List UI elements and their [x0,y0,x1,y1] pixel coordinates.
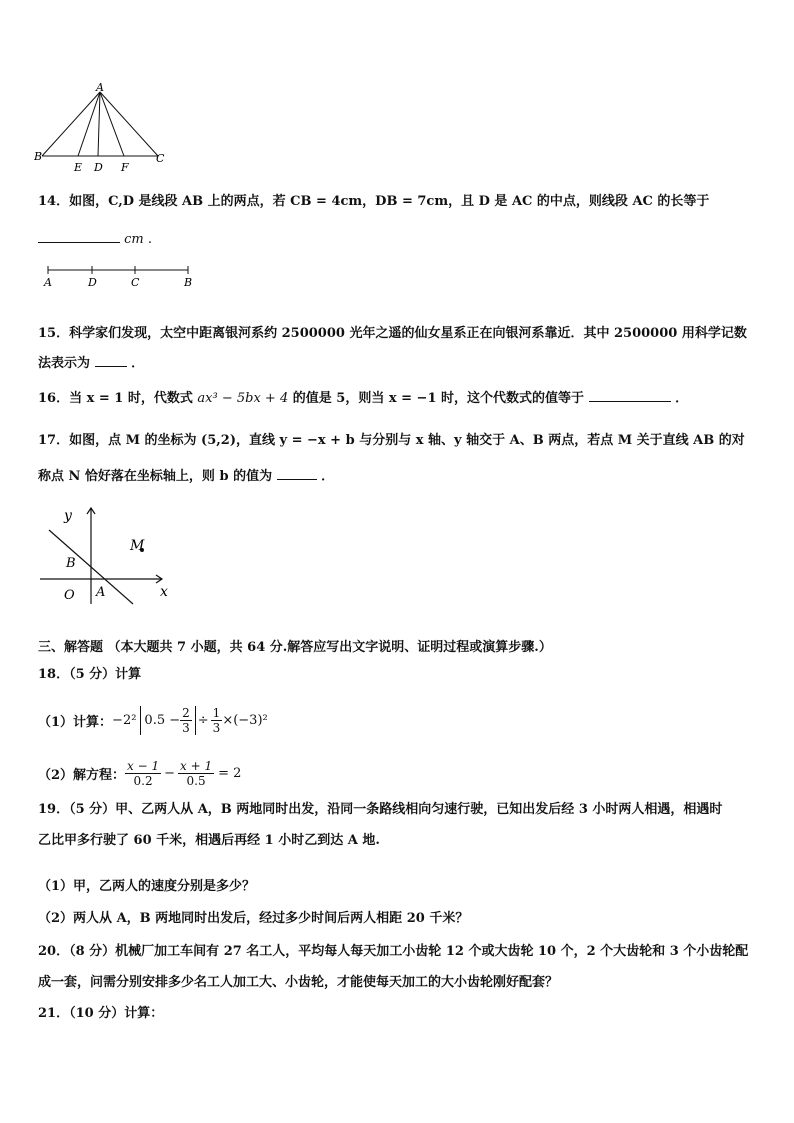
label-D: D [94,161,103,174]
point-B-label: B [66,556,76,571]
q19-sub2: （2）两人从 A，B 两地同时出发后，经过多少时间后两人相距 20 千米？ [38,911,469,926]
section3-title: 三、解答题 （本大题共 7 小题，共 64 分.解答应写出文字说明、证明过程或演算步骤.） [38,640,552,655]
q17-line2 [38,467,334,486]
triangle-figure [34,82,174,174]
q18-part2 [38,755,241,791]
answer-blank[interactable] [38,230,120,243]
q17-line1: 17．如图，点 M 的坐标为 (5,2)，直线 y = −x + b 与分别与 x 轴、y 轴交于 A、B 两点，若点 M 关于直线 AB 的对 [38,433,745,448]
q16-line [38,389,688,408]
q18-part1 [38,704,268,736]
q16-middle: 的值是 5，则当 x = −1 时，这个代数式的值等于 [292,391,585,406]
q14-end: . [147,232,153,247]
q16-expr: ax³ − 5bx + 4 [197,391,289,406]
q16-prefix: 16．当 x = 1 时，代数式 [38,391,193,406]
seg-label-A: A [44,276,52,289]
q18-p1-b: 0.5 − [144,712,181,728]
fraction: $\frac{x - 1}{0.2}$ [127,758,160,788]
abs-value [140,706,195,735]
point-M-label: M [130,538,145,554]
q18-p1-div: ÷ [197,712,209,728]
q14-line1: 14．如图，C,D 是线段 AB 上的两点，若 CB = 4cm，DB = 7cm，且 D 是 AC 的中点，则线段 AC 的长等于 [38,194,710,209]
answer-blank[interactable] [95,354,127,367]
q19-line2: 乙比甲多行驶了 60 千米，相遇后再经 1 小时乙到达 A 地. [38,833,380,848]
label-B: B [34,150,43,163]
segment-figure [40,262,200,292]
fraction: $\frac{x + 1}{0.5}$ [180,758,213,788]
q15-line2-prefix: 法表示为 [38,356,91,371]
q15-line2 [38,354,144,373]
q19-sub1: （1）甲，乙两人的速度分别是多少？ [38,879,256,894]
q14-unit: cm [124,232,144,247]
label-F: F [121,161,129,174]
answer-blank[interactable] [277,467,317,480]
coordinate-figure [36,500,186,610]
q18-p2-label: （2）解方程： [38,767,126,783]
q18-title: 18．（5 分）计算 [38,667,142,682]
q18-p2-minus: − [164,765,176,781]
q21-title: 21．（10 分）计算： [38,1006,164,1021]
origin-label: O [64,588,75,603]
q20-line2: 成一套，问需分别安排多少名工人加工大、小齿轮，才能使每天加工的大小齿轮刚好配套？ [38,975,559,990]
q18-p1-tail: ×(−3)² [222,712,268,728]
axis-x-label: x [160,584,168,600]
point-A-label: A [96,585,106,600]
seg-label-D: D [88,276,97,289]
label-E: E [74,161,83,174]
q15-line1: 15．科学家们发现，太空中距离银河系约 2500000 光年之遥的仙女星系正在向银河系靠近．其中 2500000 用科学记数 [38,326,747,341]
label-C: C [156,152,165,165]
fraction: $\frac{2}{3}$ [182,705,190,735]
q20-line1: 20．（8 分）机械厂加工车间有 27 名工人，平均每人每天加工小齿轮 12 个或大齿轮 10 个，2 个大齿轮和 3 个小齿轮配 [38,944,749,959]
label-A: A [96,82,104,94]
answer-blank[interactable] [589,389,671,402]
axis-y-label: y [64,508,72,524]
q18-p2-eq: = 2 [218,765,242,781]
q15-end: ． [131,356,145,371]
q18-p1-a: −2² [112,712,137,728]
q14-answer-line [38,230,152,249]
seg-label-B: B [184,276,193,289]
seg-label-C: C [131,276,140,289]
q16-end: ． [675,391,689,406]
q17-end: ． [321,469,335,484]
q18-p1-label: （1）计算： [38,714,113,730]
q17-line2-prefix: 称点 N 恰好落在坐标轴上，则 b 的值为 [38,469,273,484]
fraction: $\frac{1}{3}$ [212,705,221,735]
q19-line1: 19．（5 分）甲、乙两人从 A，B 两地同时出发，沿同一条路线相向匀速行驶，已知出发后经 3 小时两人相遇，相遇时 [38,802,723,817]
